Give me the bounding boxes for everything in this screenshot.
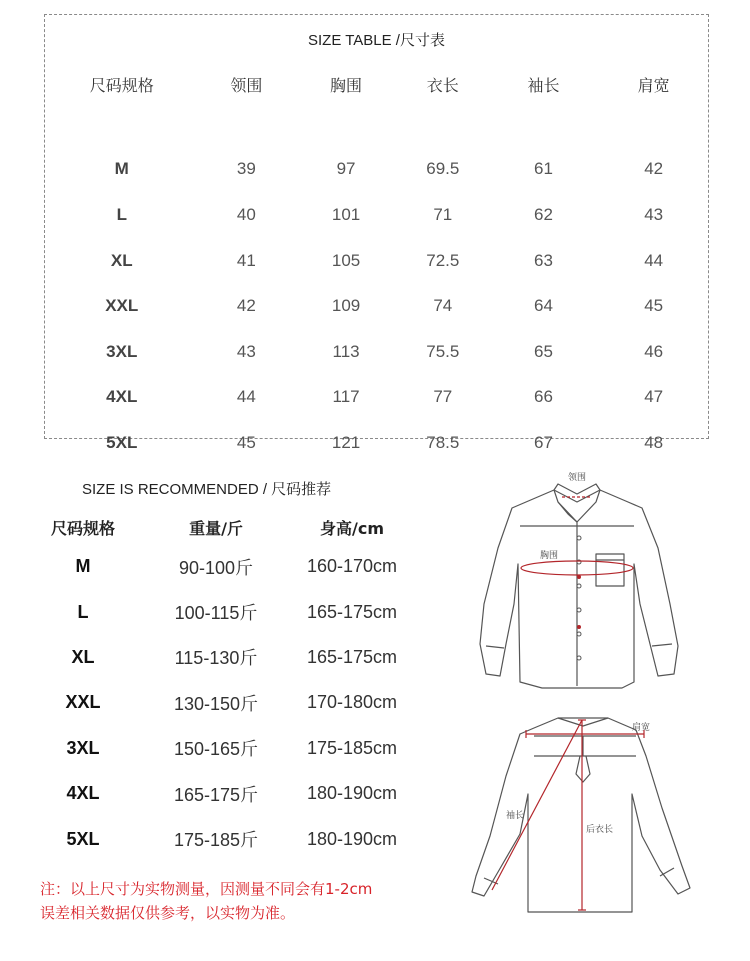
size-table bbox=[45, 67, 708, 466]
shoulder-cell: 42 bbox=[644, 159, 664, 179]
note-line-2: 误差相关数据仅供参考，以实物为准。 bbox=[40, 904, 296, 922]
table-row bbox=[30, 816, 408, 861]
chest-cell: 117 bbox=[332, 387, 360, 407]
collar-cell: 41 bbox=[236, 250, 256, 270]
size-cell: M bbox=[114, 159, 129, 179]
height-cell: 175-185cm bbox=[306, 737, 398, 758]
header-collar: 领围 bbox=[230, 75, 263, 95]
collar-cell: 40 bbox=[236, 204, 256, 224]
length-cell: 78.5 bbox=[426, 432, 460, 452]
table-row bbox=[30, 635, 408, 680]
table-row bbox=[45, 329, 708, 375]
height-cell: 180-190cm bbox=[306, 783, 398, 804]
table-row bbox=[30, 589, 408, 634]
collar-cell: 44 bbox=[236, 387, 256, 407]
height-cell: 170-180cm bbox=[306, 692, 398, 713]
header-chest: 胸围 bbox=[330, 75, 363, 95]
note-line-1: 注：以上尺寸为实物测量，因测量不同会有1-2cm bbox=[40, 880, 373, 898]
table-row bbox=[30, 726, 408, 771]
collar-measure bbox=[562, 471, 592, 497]
size-cell: 3XL bbox=[106, 341, 138, 361]
sleeve-cell: 66 bbox=[534, 387, 553, 407]
chest-cell: 97 bbox=[336, 159, 356, 179]
collar-cell: 43 bbox=[236, 341, 256, 361]
shoulder-cell: 48 bbox=[644, 432, 664, 452]
sleeve-label: 袖长 bbox=[506, 811, 525, 821]
chest-label: 胸围 bbox=[540, 551, 559, 561]
sleeve-cell: 65 bbox=[534, 341, 553, 361]
height-cell: 180-190cm bbox=[306, 828, 398, 849]
height-cell: 165-175cm bbox=[306, 601, 398, 622]
size-cell: XL bbox=[71, 646, 95, 667]
table-row bbox=[45, 147, 708, 193]
table-row bbox=[45, 283, 708, 329]
size-cell: XL bbox=[110, 250, 133, 270]
weight-cell: 130-150斤 bbox=[173, 693, 259, 714]
size-cell: XXL bbox=[105, 296, 139, 316]
header-height: 身高/cm bbox=[319, 518, 384, 538]
weight-cell: 175-185斤 bbox=[173, 830, 259, 851]
shirt-measurement-diagram bbox=[462, 464, 707, 934]
header-sleeve: 袖长 bbox=[527, 75, 560, 95]
shoulder-cell: 44 bbox=[644, 250, 664, 270]
size-table-box bbox=[44, 14, 709, 452]
sleeve-cell: 62 bbox=[534, 204, 553, 224]
weight-cell: 115-130斤 bbox=[174, 648, 258, 669]
size-table-header bbox=[45, 67, 708, 101]
table-row bbox=[45, 375, 708, 421]
header-size: 尺码规格 bbox=[50, 518, 115, 538]
chest-cell: 105 bbox=[331, 250, 361, 270]
chest-cell: 109 bbox=[331, 296, 361, 316]
length-cell: 75.5 bbox=[426, 341, 460, 361]
size-cell: L bbox=[77, 601, 89, 622]
weight-cell: 150-165斤 bbox=[173, 739, 259, 760]
size-cell: M bbox=[75, 556, 91, 577]
spacer-row bbox=[45, 101, 708, 147]
back-length-label: 后衣长 bbox=[586, 825, 614, 835]
shoulder-cell: 43 bbox=[644, 204, 664, 224]
height-cell: 160-170cm bbox=[306, 556, 398, 577]
chest-cell: 101 bbox=[331, 204, 361, 224]
collar-cell: 39 bbox=[236, 159, 256, 179]
recommend-table bbox=[30, 510, 408, 862]
size-cell: 3XL bbox=[66, 737, 100, 758]
shoulder-cell: 45 bbox=[644, 296, 664, 316]
table-row bbox=[30, 680, 408, 725]
sleeve-cell: 64 bbox=[534, 296, 553, 316]
collar-cell: 42 bbox=[236, 296, 256, 316]
length-cell: 77 bbox=[433, 387, 453, 407]
weight-cell: 165-175斤 bbox=[173, 784, 259, 805]
length-cell: 71 bbox=[433, 204, 453, 224]
height-cell: 165-175cm bbox=[306, 646, 398, 667]
sleeve-cell: 67 bbox=[534, 432, 553, 452]
size-cell: L bbox=[116, 204, 127, 224]
back-shirt-illustration bbox=[472, 718, 690, 912]
table-row bbox=[45, 420, 708, 466]
recommend-title: SIZE IS RECOMMENDED / 尺码推荐 bbox=[82, 481, 332, 498]
table-row bbox=[30, 771, 408, 816]
collar-label: 领围 bbox=[568, 473, 587, 483]
collar-cell: 45 bbox=[236, 432, 256, 452]
measurement-note bbox=[40, 877, 440, 925]
header-shoulder: 肩宽 bbox=[637, 75, 670, 95]
length-cell: 74 bbox=[433, 296, 453, 316]
shoulder-label: 肩宽 bbox=[632, 723, 651, 733]
length-cell: 72.5 bbox=[426, 250, 460, 270]
chest-cell: 121 bbox=[331, 432, 361, 452]
header-size: 尺码规格 bbox=[89, 75, 154, 95]
length-cell: 69.5 bbox=[426, 159, 460, 179]
size-cell: 5XL bbox=[106, 432, 138, 452]
sleeve-cell: 61 bbox=[534, 159, 553, 179]
shoulder-cell: 47 bbox=[644, 387, 664, 407]
size-cell: 4XL bbox=[106, 387, 138, 407]
table-row bbox=[45, 192, 708, 238]
weight-cell: 90-100斤 bbox=[178, 557, 254, 578]
shoulder-cell: 46 bbox=[644, 341, 664, 361]
recommend-header bbox=[30, 510, 408, 544]
table-row bbox=[30, 544, 408, 589]
sleeve-cell: 63 bbox=[534, 250, 553, 270]
header-length: 衣长 bbox=[426, 75, 459, 95]
weight-cell: 100-115斤 bbox=[174, 603, 258, 624]
size-cell: XXL bbox=[65, 692, 101, 713]
size-cell: 5XL bbox=[66, 828, 100, 849]
header-weight: 重量/斤 bbox=[189, 518, 243, 538]
chest-cell: 113 bbox=[332, 341, 360, 361]
size-cell: 4XL bbox=[66, 783, 100, 804]
table-row bbox=[45, 238, 708, 284]
size-table-title: SIZE TABLE /尺寸表 bbox=[308, 32, 445, 49]
